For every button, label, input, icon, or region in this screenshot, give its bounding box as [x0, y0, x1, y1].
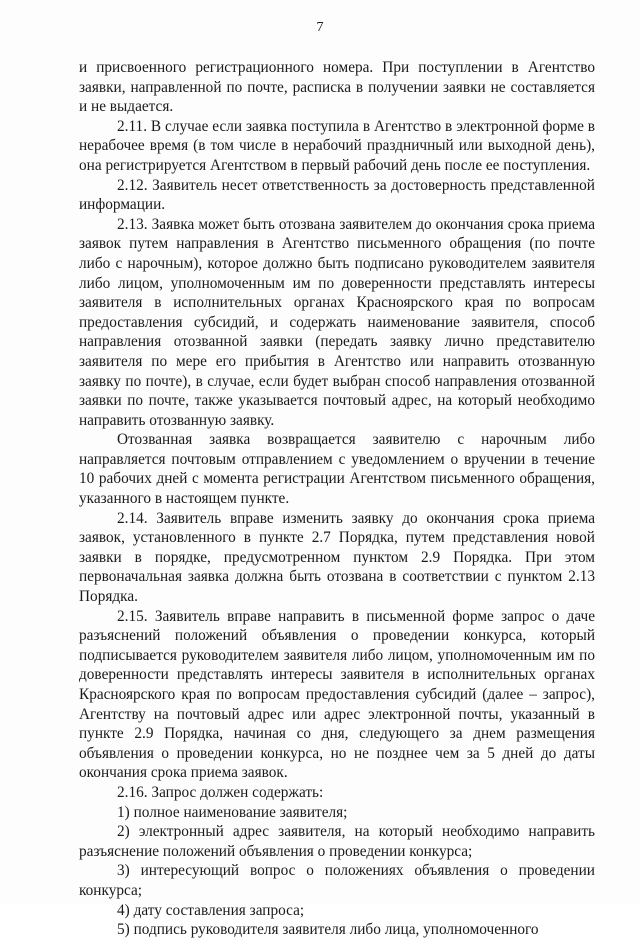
- list-item-1: 1) полное наименование заявителя;: [117, 803, 348, 821]
- list-item-5: 5) подпись руководителя заявителя либо лица, уполномоченного: [117, 921, 539, 939]
- list-item-4: 4) дату составления запроса;: [117, 901, 305, 919]
- list-item-2: 2) электронный адрес заявителя, на который необходимо направить разъяснение положений объявления о проведении конкурса;: [79, 823, 595, 860]
- page-number: 7: [316, 20, 324, 35]
- list-item-3: 3) интересующий вопрос о положениях объявления о проведении конкурса;: [79, 862, 595, 899]
- paragraph-2-15: 2.15. Заявитель вправе направить в письменной форме запрос о даче разъяснений положений объявления о проведении конкурса, который подписывается руководителем заявителя либо лицом, уполномоченным им по доверенности представлять интересы заявителя в исполнительных органах Красноярского края по вопросам предоставления субсидий (далее – запрос), Агентству на почтовый адрес или адрес электронной почты, указанный в пункте 2.9 Порядка, начиная со дня, следующего за днем размещения объявления о проведении конкурса, но не позднее чем за 5 дней до даты окончания срока приема заявок.: [79, 607, 595, 782]
- paragraph-2-14: 2.14. Заявитель вправе изменить заявку до окончания срока приема заявок, установленного в пункте 2.7 Порядка, путем представления новой заявки в порядке, предусмотренном пунктом 2.9 Порядка. При этом первоначальная заявка должна быть отозвана в соответствии с пунктом 2.13 Порядка.: [79, 509, 595, 606]
- paragraph-2-13-return: Отозванная заявка возвращается заявителю с нарочным либо направляется почтовым отправлением с уведомлением о вручении в течение 10 рабочих дней с момента регистрации Агентством письменного обращения, указанного в настоящем пункте.: [79, 431, 595, 508]
- paragraph-2-11: 2.11. В случае если заявка поступила в Агентство в электронной форме в нерабочее время (в том числе в нерабочий праздничный или выходной день), она регистрируется Агентством в первый рабочий день после ее поступления.: [79, 117, 595, 174]
- paragraph-2-13: 2.13. Заявка может быть отозвана заявителем до окончания срока приема заявок путем направления в Агентство письменного обращения (по почте либо с нарочным), которое должно быть подписано руководителем заявителя либо лицом, уполномоченным им по доверенности представлять интересы заявителя в исполнительных органах Красноярского края по вопросам предоставления субсидий, и содержать наименование заявителя, способ направления отозванной заявки (передать заявку лично представителю заявителя по мере его прибытия в Агентство или направить отозванную заявку по почте), в случае, если будет выбран способ направления отозванной заявки по почте, также указывается почтовый адрес, на который необходимо направить отозванную заявку.: [79, 215, 595, 429]
- paragraph-2-12: 2.12. Заявитель несет ответственность за достоверность представленной информации.: [79, 176, 595, 214]
- paragraph-continuation: и присвоенного регистрационного номера. При поступлении в Агентство заявки, направленной по почте, расписка в получении заявки не составляется и не выдается.: [79, 59, 595, 116]
- document-body: [79, 58, 595, 940]
- paragraph-2-16: 2.16. Запрос должен содержать:: [117, 783, 324, 801]
